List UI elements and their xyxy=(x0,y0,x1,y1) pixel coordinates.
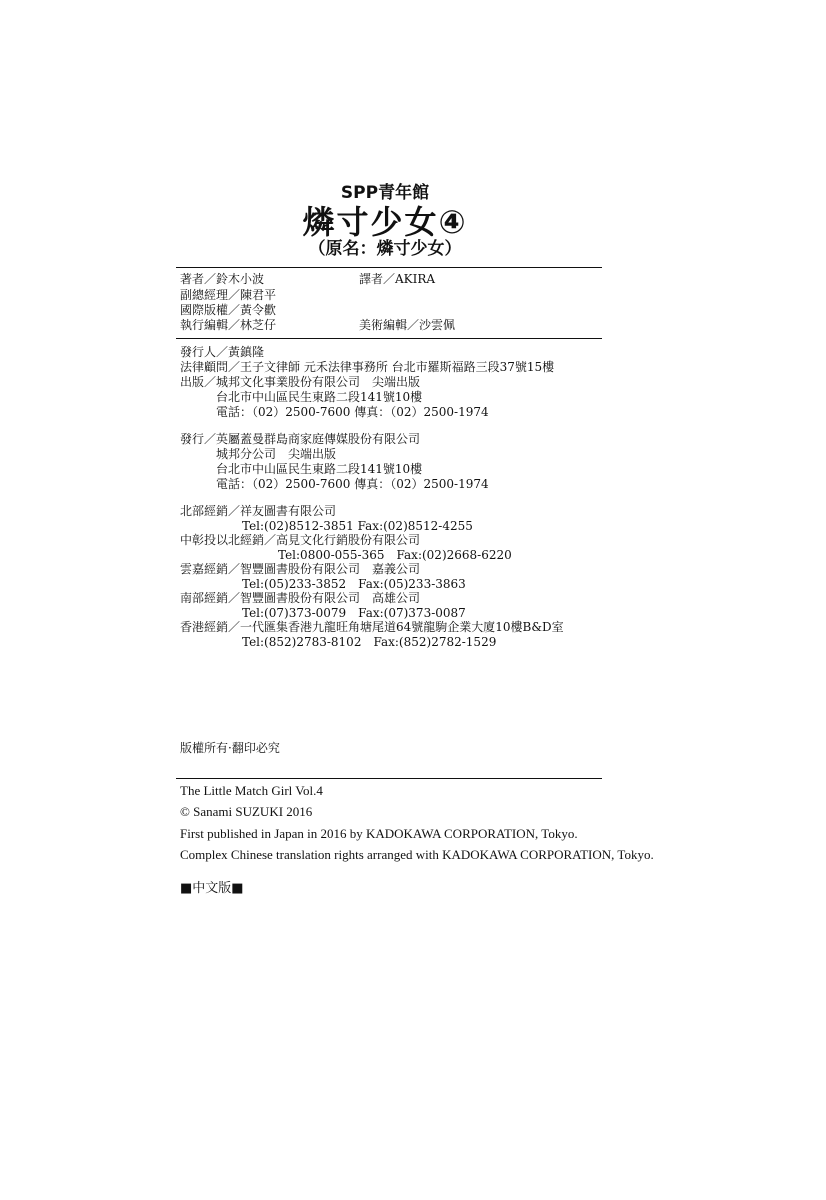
credit-translator: 譯者／AKIRA xyxy=(359,272,436,286)
credit-intl-rights: 國際版權／黃令歡 xyxy=(180,303,277,317)
dist-south-contact: Tel:(07)373-0079 Fax:(07)373-0087 xyxy=(242,606,466,620)
pub-press-phone: 電話：（02）2500-7600 傳真：（02）2500-1974 xyxy=(216,405,489,419)
credit-art-editor: 美術編輯／沙雲佩 xyxy=(359,318,456,332)
english-first-published: First published in Japan in 2016 by KADOKAWA CORPORATION, Tokyo. xyxy=(180,826,578,841)
book-title: 燐寸少女④ xyxy=(302,203,468,241)
divider-credits xyxy=(176,338,602,339)
english-title: The Little Match Girl Vol.4 xyxy=(180,783,323,798)
series-name: SPP青年館 xyxy=(340,183,430,203)
pub-press: 出版／城邦文化事業股份有限公司 尖端出版 xyxy=(180,375,421,389)
original-title: （原名：燐寸少女） xyxy=(308,239,462,259)
credit-deputy-gm: 副總經理／陳君平 xyxy=(180,288,277,302)
pub-legal: 法律顧問／王子文律師 元禾法律事務所 台北市羅斯福路三段37號15樓 xyxy=(180,360,555,374)
english-translation-rights: Complex Chinese translation rights arranged with KADOKAWA CORPORATION, Tokyo. xyxy=(180,847,654,862)
dist-north-contact: Tel:(02)8512-3851 Fax:(02)8512-4255 xyxy=(242,519,473,533)
credit-exec-editor: 執行編輯／林芝仔 xyxy=(180,318,277,332)
pub-distributor: 發行／英屬蓋曼群島商家庭傳媒股份有限公司 xyxy=(180,432,421,446)
edition-marker: ■中文版■ xyxy=(180,881,244,896)
dist-central: 中彰投以北經銷／高見文化行銷股份有限公司 xyxy=(180,533,421,547)
dist-hongkong-contact: Tel:(852)2783-8102 Fax:(852)2782-1529 xyxy=(242,635,497,649)
rights-notice: 版權所有·翻印必究 xyxy=(180,741,280,755)
dist-hongkong: 香港經銷／一代匯集香港九龍旺角塘尾道64號龍駒企業大廈10樓B&D室 xyxy=(180,620,564,634)
pub-branch-address: 台北市中山區民生東路二段141號10樓 xyxy=(216,462,423,476)
pub-branch: 城邦分公司 尖端出版 xyxy=(216,447,337,461)
divider-english xyxy=(176,778,602,779)
dist-yunjia-contact: Tel:(05)233-3852 Fax:(05)233-3863 xyxy=(242,577,466,591)
pub-branch-phone: 電話：（02）2500-7600 傳真：（02）2500-1974 xyxy=(216,477,489,491)
dist-north: 北部經銷／祥友圖書有限公司 xyxy=(180,504,337,518)
dist-yunjia: 雲嘉經銷／智豐圖書股份有限公司 嘉義公司 xyxy=(180,562,421,576)
english-copyright: © Sanami SUZUKI 2016 xyxy=(180,804,313,819)
divider-top xyxy=(176,267,602,268)
pub-publisher: 發行人／黃鎮隆 xyxy=(180,345,265,359)
dist-south: 南部經銷／智豐圖書股份有限公司 高雄公司 xyxy=(180,591,421,605)
pub-press-address: 台北市中山區民生東路二段141號10樓 xyxy=(216,390,423,404)
credit-author: 著者／鈴木小波 xyxy=(180,272,265,286)
dist-central-contact: Tel:0800-055-365 Fax:(02)2668-6220 xyxy=(278,548,512,562)
